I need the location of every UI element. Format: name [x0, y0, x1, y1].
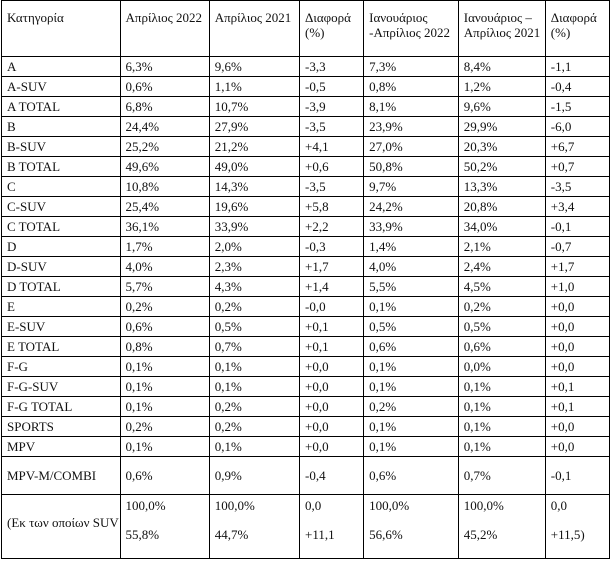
value-cell: 0,1% [364, 417, 459, 437]
value-cell: 10,7% [209, 97, 299, 117]
table-row [2, 177, 610, 197]
value-cell: 0,1% [120, 437, 209, 457]
table-row [2, 217, 610, 237]
value-cell: +4,1 [300, 137, 364, 157]
value-cell: 0,6% [120, 317, 209, 337]
table-row [2, 397, 610, 417]
value-cell: 20,3% [458, 137, 545, 157]
value-cell: 0,6% [458, 337, 545, 357]
value-cell: +5,8 [300, 197, 364, 217]
value-cell: 1,1% [209, 77, 299, 97]
category-cell: A TOTAL [2, 97, 121, 117]
value-cell: -1,1 [545, 57, 609, 77]
value-cell: 0,1% [209, 437, 299, 457]
value-cell: 4,3% [209, 277, 299, 297]
suv-value: 56,6% [369, 527, 403, 542]
header-cell: Ιανουάριος -Απρίλιος 2022 [364, 1, 459, 57]
value-cell: 0,6% [120, 77, 209, 97]
total-value: 0,0 [550, 498, 568, 513]
value-cell: 27,9% [209, 117, 299, 137]
value-cell: 49,0% [209, 157, 299, 177]
value-cell: 5,5% [364, 277, 459, 297]
value-cell: 9,6% [209, 57, 299, 77]
table-row [2, 57, 610, 77]
table-row [2, 157, 610, 177]
value-cell: +0,0 [300, 377, 364, 397]
spacer [215, 513, 299, 527]
value-cell: 4,0% [364, 257, 459, 277]
value-cell: 0,1% [364, 357, 459, 377]
value-cell: 0,2% [209, 397, 299, 417]
value-cell: 1,7% [120, 237, 209, 257]
header-cell: Διαφορά (%) [545, 1, 609, 57]
value-cell: 25,2% [120, 137, 209, 157]
value-cell: 21,2% [209, 137, 299, 157]
value-cell: +0,0 [545, 337, 609, 357]
value-cell: 4,5% [458, 277, 545, 297]
category-cell: F-G TOTAL [2, 397, 121, 417]
spacer [126, 513, 209, 527]
value-cell: 33,9% [364, 217, 459, 237]
value-cell: -3,5 [545, 177, 609, 197]
value-cell: 8,4% [458, 57, 545, 77]
category-cell: D-SUV [2, 257, 121, 277]
value-cell: 25,4% [120, 197, 209, 217]
suv-value: +11,5) [550, 527, 585, 542]
value-cell: +0,1 [300, 337, 364, 357]
total-value: 100,0% [369, 498, 410, 513]
table-row [2, 457, 610, 495]
value-cell: 33,9% [209, 217, 299, 237]
value-cell: -0,3 [300, 237, 364, 257]
category-cell: C TOTAL [2, 217, 121, 237]
value-cell: -3,9 [300, 97, 364, 117]
value-cell: 0,5% [364, 317, 459, 337]
value-cell: 0,1% [120, 377, 209, 397]
value-cell: 49,6% [120, 157, 209, 177]
value-cell: +0,1 [545, 397, 609, 417]
value-cell: 19,6% [209, 197, 299, 217]
header-cell: Απρίλιος 2021 [209, 1, 299, 57]
value-cell: 23,9% [364, 117, 459, 137]
header-cell: Ιανουάριος –Απρίλιος 2021 [458, 1, 545, 57]
value-cell: 0,2% [209, 297, 299, 317]
value-cell: -0,4 [300, 457, 364, 495]
value-cell: -3,5 [300, 117, 364, 137]
header-cell: Διαφορά (%) [300, 1, 364, 57]
value-cell: +0,6 [300, 157, 364, 177]
table-row [2, 337, 610, 357]
value-cell: +1,7 [300, 257, 364, 277]
value-cell: 0,2% [120, 417, 209, 437]
value-cell: 0,0% [458, 357, 545, 377]
table-row [2, 297, 610, 317]
table-row [2, 137, 610, 157]
table-row [2, 317, 610, 337]
value-cell: +6,7 [545, 137, 609, 157]
value-cell: 50,8% [364, 157, 459, 177]
category-cell: B [2, 117, 121, 137]
value-cell: 0,1% [120, 357, 209, 377]
market-share-table [1, 0, 610, 559]
value-cell: 6,8% [120, 97, 209, 117]
value-cell: 5,7% [120, 277, 209, 297]
header-cell: Απρίλιος 2022 [120, 1, 209, 57]
value-cell: 36,1% [120, 217, 209, 237]
suv-value: 44,7% [214, 527, 249, 542]
table-row [2, 437, 610, 457]
category-cell: MPV-M/COMBI [2, 457, 121, 495]
suv-label-cell [2, 495, 121, 559]
total-value: 100,0% [463, 498, 504, 513]
category-cell: A [2, 57, 121, 77]
category-cell: F-G-SUV [2, 377, 121, 397]
total-value: 100,0% [125, 498, 166, 513]
value-cell: 0,7% [209, 337, 299, 357]
value-cell: +0,0 [545, 297, 609, 317]
value-cell: 0,1% [458, 437, 545, 457]
total-value-cell [300, 495, 364, 559]
value-cell: +0,0 [300, 357, 364, 377]
value-cell: 6,3% [120, 57, 209, 77]
value-cell: 1,4% [364, 237, 459, 257]
value-cell: -0,4 [545, 77, 609, 97]
category-cell: D [2, 237, 121, 257]
value-cell: 7,3% [364, 57, 459, 77]
value-cell: +0,0 [300, 397, 364, 417]
value-cell: 0,1% [458, 417, 545, 437]
value-cell: 2,3% [209, 257, 299, 277]
spacer [305, 513, 363, 527]
category-cell: E [2, 297, 121, 317]
value-cell: 4,0% [120, 257, 209, 277]
value-cell: 24,2% [364, 197, 459, 217]
suv-value: +11,1 [305, 527, 335, 542]
value-cell: 0,1% [120, 397, 209, 417]
value-cell: +1,0 [545, 277, 609, 297]
value-cell: 0,2% [209, 417, 299, 437]
value-cell: +2,2 [300, 217, 364, 237]
value-cell: 0,6% [120, 457, 209, 495]
value-cell: +0,0 [300, 437, 364, 457]
value-cell: -1,5 [545, 97, 609, 117]
spacer [369, 513, 458, 527]
value-cell: +0,0 [545, 417, 609, 437]
value-cell: 0,5% [209, 317, 299, 337]
value-cell: 0,2% [120, 297, 209, 317]
table-row [2, 97, 610, 117]
value-cell: 0,7% [458, 457, 545, 495]
category-cell: C-SUV [2, 197, 121, 217]
value-cell: 13,3% [458, 177, 545, 197]
category-cell: B-SUV [2, 137, 121, 157]
value-cell: +0,0 [300, 417, 364, 437]
value-cell: 8,1% [364, 97, 459, 117]
value-cell: 0,2% [458, 297, 545, 317]
total-value-cell [458, 495, 545, 559]
value-cell: +0,7 [545, 157, 609, 177]
suv-value: 45,2% [463, 527, 498, 542]
table-row [2, 77, 610, 97]
category-cell: E TOTAL [2, 337, 121, 357]
category-cell: D TOTAL [2, 277, 121, 297]
value-cell: 0,1% [364, 297, 459, 317]
value-cell: 0,1% [209, 357, 299, 377]
value-cell: 0,9% [209, 457, 299, 495]
value-cell: 27,0% [364, 137, 459, 157]
table-row [2, 197, 610, 217]
category-cell: C [2, 177, 121, 197]
spacer [7, 498, 120, 515]
value-cell: +3,4 [545, 197, 609, 217]
category-cell: F-G [2, 357, 121, 377]
table-row [2, 257, 610, 277]
value-cell: -3,5 [300, 177, 364, 197]
value-cell: 0,1% [364, 437, 459, 457]
table-row [2, 117, 610, 137]
value-cell: -0,0 [300, 297, 364, 317]
value-cell: -0,7 [545, 237, 609, 257]
value-cell: 0,6% [364, 337, 459, 357]
table-body [2, 57, 610, 559]
value-cell: 14,3% [209, 177, 299, 197]
spacer [551, 513, 609, 527]
value-cell: -0,1 [545, 217, 609, 237]
value-cell: 50,2% [458, 157, 545, 177]
value-cell: 1,2% [458, 77, 545, 97]
value-cell: -0,5 [300, 77, 364, 97]
total-value-cell [545, 495, 609, 559]
category-cell: SPORTS [2, 417, 121, 437]
value-cell: 2,0% [209, 237, 299, 257]
total-value: 0,0 [305, 498, 322, 513]
category-cell: A-SUV [2, 77, 121, 97]
value-cell: -0,1 [545, 457, 609, 495]
value-cell: 0,1% [209, 377, 299, 397]
header-cell: Κατηγορία [2, 1, 121, 57]
value-cell: +0,1 [545, 377, 609, 397]
value-cell: 10,8% [120, 177, 209, 197]
value-cell: 24,4% [120, 117, 209, 137]
category-cell: MPV [2, 437, 121, 457]
table-row [2, 237, 610, 257]
value-cell: +0,0 [545, 437, 609, 457]
table-row [2, 277, 610, 297]
value-cell: 2,4% [458, 257, 545, 277]
value-cell: +1,4 [300, 277, 364, 297]
table-row [2, 417, 610, 437]
value-cell: 9,6% [458, 97, 545, 117]
value-cell: +0,1 [300, 317, 364, 337]
value-cell: 20,8% [458, 197, 545, 217]
header-row [2, 1, 610, 57]
total-value: 100,0% [214, 498, 255, 513]
value-cell: 2,1% [458, 237, 545, 257]
value-cell: -6,0 [545, 117, 609, 137]
value-cell: +0,0 [545, 317, 609, 337]
value-cell: 0,8% [364, 77, 459, 97]
suv-label: (Εκ των οποίων SUV [7, 515, 119, 530]
value-cell: 34,0% [458, 217, 545, 237]
value-cell: +0,0 [545, 357, 609, 377]
spacer [464, 513, 545, 527]
total-value-cell [209, 495, 299, 559]
table-row [2, 357, 610, 377]
value-cell: 0,6% [364, 457, 459, 495]
value-cell: 0,2% [364, 397, 459, 417]
category-cell: B TOTAL [2, 157, 121, 177]
value-cell: 0,8% [120, 337, 209, 357]
table-row [2, 377, 610, 397]
value-cell: 29,9% [458, 117, 545, 137]
total-value-cell [364, 495, 459, 559]
value-cell: 0,1% [458, 397, 545, 417]
category-cell: E-SUV [2, 317, 121, 337]
value-cell: 0,5% [458, 317, 545, 337]
value-cell: 0,1% [458, 377, 545, 397]
value-cell: -3,3 [300, 57, 364, 77]
value-cell: 0,1% [364, 377, 459, 397]
value-cell: +1,7 [545, 257, 609, 277]
totals-row [2, 495, 610, 559]
total-value-cell [120, 495, 209, 559]
suv-value: 55,8% [125, 527, 160, 542]
value-cell: 9,7% [364, 177, 459, 197]
